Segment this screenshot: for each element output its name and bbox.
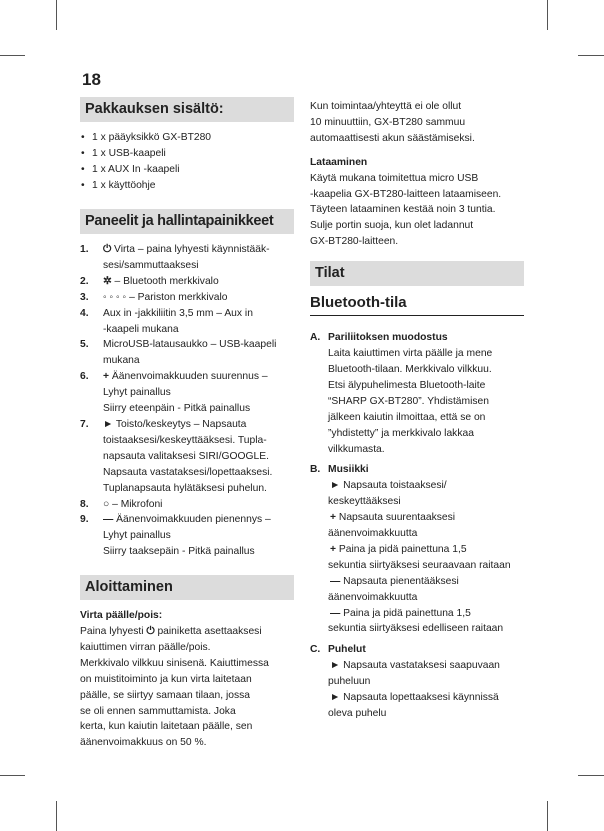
list-item: • 1 x AUX In -kaapeli bbox=[80, 162, 294, 178]
list-item: • 1 x käyttöohje bbox=[80, 178, 294, 194]
crop-mark bbox=[578, 775, 604, 776]
control-item bbox=[80, 306, 294, 338]
text-line: Bluetooth-tilaan. Merkkivalo vilkkuu. bbox=[328, 363, 492, 375]
item-line: ○ – Mikrofoni bbox=[103, 497, 294, 513]
text-line: Laita kaiuttimen virta päälle ja mene bbox=[328, 348, 493, 360]
item-line: Napsauta vastataksesi/lopettaaksesi. bbox=[103, 466, 273, 478]
crop-mark bbox=[0, 55, 25, 56]
minus-icon: — bbox=[330, 607, 341, 619]
text-line: päälle, se siirtyy samaan tilaan, jossa bbox=[80, 689, 250, 701]
control-line: keskeyttääksesi bbox=[328, 496, 401, 508]
item-number: 8. bbox=[80, 498, 89, 510]
item-number: 5. bbox=[80, 339, 89, 351]
item-line: ⏻ Virta – paina lyhyesti käynnistääk- bbox=[103, 242, 294, 258]
pairing-heading: Pariliitoksen muodostus bbox=[328, 332, 448, 344]
section-heading-modes: Tilat bbox=[310, 261, 524, 286]
auto-off-description bbox=[310, 99, 524, 147]
control-item bbox=[80, 337, 294, 369]
item-line: Aux in -jakkiliitin 3,5 mm – Aux in bbox=[103, 307, 253, 319]
item-number: 9. bbox=[80, 514, 89, 526]
bluetooth-led-icon: ✲ bbox=[103, 275, 112, 287]
item-line: ✲ – Bluetooth merkkivalo bbox=[103, 274, 294, 290]
text-line: vilkkumasta. bbox=[328, 443, 385, 455]
calls-block bbox=[310, 642, 524, 722]
text-line: äänenvoimakkuus on 50 %. bbox=[80, 737, 207, 749]
minus-icon: — bbox=[330, 575, 341, 587]
control-item bbox=[80, 242, 294, 274]
text-line: “SHARP GX-BT280”. Yhdistämisen bbox=[328, 395, 489, 407]
item-line: mukana bbox=[103, 355, 140, 367]
text-line: jälkeen kaiutin ilmoittaa, että se on bbox=[328, 411, 486, 423]
text-line: kaiuttimen virran päälle/pois. bbox=[80, 641, 211, 653]
controls-list bbox=[80, 242, 294, 560]
item-line: Tuplanapsauta hylätäksesi puhelun. bbox=[103, 482, 267, 494]
control-line: oleva puhelu bbox=[328, 708, 387, 719]
item-number: 1. bbox=[80, 244, 89, 255]
control-line: äänenvoimakkuutta bbox=[328, 591, 418, 603]
pairing-label: A. bbox=[310, 332, 321, 344]
charging-heading: Lataaminen bbox=[310, 156, 368, 168]
text-line: GX-BT280-laitteen. bbox=[310, 236, 399, 248]
power-heading: Virta päälle/pois: bbox=[80, 610, 163, 622]
control-line: — Napsauta pienentääksesi bbox=[328, 574, 524, 590]
control-item bbox=[80, 369, 294, 417]
section-heading-getting-started: Aloittaminen bbox=[80, 575, 294, 600]
music-block bbox=[310, 462, 524, 637]
control-item bbox=[80, 290, 294, 306]
play-icon: ► bbox=[103, 418, 114, 430]
list-item: • 1 x pääyksikkö GX-BT280 bbox=[80, 130, 294, 146]
power-icon: ⏻ bbox=[103, 244, 112, 255]
control-line: äänenvoimakkuutta bbox=[328, 528, 418, 540]
item-line: sesi/sammuttaaksesi bbox=[103, 259, 199, 271]
pairing-block bbox=[310, 330, 524, 457]
play-icon: ► bbox=[330, 660, 341, 672]
pairing-description bbox=[328, 346, 524, 457]
item-number: 6. bbox=[80, 371, 89, 383]
item-line: Lyhyt painallus bbox=[103, 387, 171, 399]
text-line: automaattisesti akun säästämiseksi. bbox=[310, 132, 475, 144]
text-line: on muistitoiminto ja kun virta laitetaan bbox=[80, 673, 252, 685]
control-line: sekuntia siirtyäksesi edelliseen raitaan bbox=[328, 623, 504, 635]
section-heading-panels: Paneelit ja hallintapainikkeet bbox=[80, 209, 294, 234]
play-icon: ► bbox=[330, 692, 341, 704]
control-item bbox=[80, 274, 294, 290]
play-icon: ► bbox=[330, 480, 341, 492]
control-line: + Napsauta suurentaaksesi bbox=[328, 510, 524, 526]
control-item bbox=[80, 417, 294, 497]
control-line: sekuntia siirtyäksesi seuraavaan raitaan bbox=[328, 559, 511, 571]
package-contents-list bbox=[80, 130, 294, 194]
mic-icon: ○ bbox=[103, 498, 110, 510]
item-number: 2. bbox=[80, 275, 89, 287]
control-line: — Paina ja pidä painettuna 1,5 bbox=[328, 606, 524, 622]
crop-mark bbox=[56, 0, 57, 30]
item-line: Siirry taaksepäin - Pitkä painallus bbox=[103, 546, 255, 558]
crop-mark bbox=[0, 775, 25, 776]
bluetooth-mode-heading: Bluetooth-tila bbox=[310, 294, 524, 316]
music-heading: Musiikki bbox=[328, 464, 369, 476]
item-line: toistaaksesi/keskeyttääksesi. Tupla- bbox=[103, 434, 267, 446]
page-number: 18 bbox=[82, 70, 101, 89]
text-line: Sulje portin suoja, kun olet ladannut bbox=[310, 220, 474, 232]
text-line: ”yhdistetty” ja merkkivalo lakkaa bbox=[328, 427, 474, 439]
list-item: • 1 x USB-kaapeli bbox=[80, 146, 294, 162]
plus-icon: + bbox=[330, 512, 337, 524]
item-line: napsauta valitaksesi SIRI/GOOGLE. bbox=[103, 450, 269, 462]
power-text bbox=[80, 624, 294, 640]
battery-led-icon: ◦ ◦ ◦ ◦ bbox=[103, 291, 127, 303]
plus-icon: + bbox=[330, 543, 337, 555]
power-icon: ⏻ bbox=[146, 626, 155, 638]
power-text-pre: Paina lyhyesti bbox=[80, 626, 144, 638]
text-line: Täyteen lataaminen kestää noin 3 tuntia. bbox=[310, 204, 496, 216]
crop-mark bbox=[578, 55, 604, 56]
control-line: ► Napsauta toistaaksesi/ bbox=[328, 478, 524, 494]
crop-mark bbox=[547, 0, 548, 30]
item-line: — Äänenvoimakkuuden pienennys – bbox=[103, 512, 294, 528]
music-label: B. bbox=[310, 464, 321, 476]
item-line: -kaapeli mukana bbox=[103, 323, 179, 335]
item-line: ► Toisto/keskeytys – Napsauta bbox=[103, 417, 294, 433]
text-line: -kaapelia GX-BT280-laitteen lataamiseen. bbox=[310, 188, 502, 200]
music-controls bbox=[328, 478, 524, 637]
calls-label: C. bbox=[310, 644, 321, 656]
power-text-post: painiketta asettaaksesi bbox=[157, 626, 262, 638]
control-line: ► Napsauta lopettaaksesi käynnissä bbox=[328, 690, 524, 706]
item-line: Siirry eteenpäin - Pitkä painallus bbox=[103, 403, 251, 415]
text-line: Käytä mukana toimitettua micro USB bbox=[310, 172, 479, 184]
text-line: 10 minuuttiin, GX-BT280 sammuu bbox=[310, 116, 466, 128]
control-line: ► Napsauta vastataksesi saapuvaan bbox=[328, 658, 524, 674]
charging-description bbox=[310, 171, 524, 251]
calls-controls bbox=[328, 658, 524, 722]
item-line: Lyhyt painallus bbox=[103, 530, 171, 542]
minus-icon: — bbox=[103, 514, 114, 526]
left-column bbox=[80, 97, 294, 751]
control-item bbox=[80, 497, 294, 513]
item-line: ◦ ◦ ◦ ◦ – Pariston merkkivalo bbox=[103, 290, 294, 306]
text-line: se oli ennen sammuttamista. Joka bbox=[80, 705, 236, 717]
section-heading-package-contents: Pakkauksen sisältö: bbox=[80, 97, 294, 122]
control-line: + Paina ja pidä painettuna 1,5 bbox=[328, 542, 524, 558]
crop-mark bbox=[56, 801, 57, 831]
text-line: Etsi älypuhelimesta Bluetooth-laite bbox=[328, 379, 486, 391]
item-line: + Äänenvoimakkuuden suurennus – bbox=[103, 369, 294, 385]
control-item bbox=[80, 512, 294, 560]
calls-heading: Puhelut bbox=[328, 644, 366, 656]
crop-mark bbox=[547, 801, 548, 831]
text-line: Kun toimintaa/yhteyttä ei ole ollut bbox=[310, 101, 462, 112]
item-number: 7. bbox=[80, 418, 89, 430]
text-line: Merkkivalo vilkkuu sinisenä. Kaiuttimessa bbox=[80, 657, 269, 669]
control-line: puheluun bbox=[328, 676, 371, 688]
plus-icon: + bbox=[103, 371, 110, 383]
right-column bbox=[310, 99, 524, 727]
power-description bbox=[80, 640, 294, 751]
item-line: MicroUSB-latausaukko – USB-kaapeli bbox=[103, 339, 277, 351]
item-number: 3. bbox=[80, 291, 89, 303]
text-line: kerta, kun kaiutin laitetaan päälle, sen bbox=[80, 721, 253, 733]
item-number: 4. bbox=[80, 307, 89, 319]
